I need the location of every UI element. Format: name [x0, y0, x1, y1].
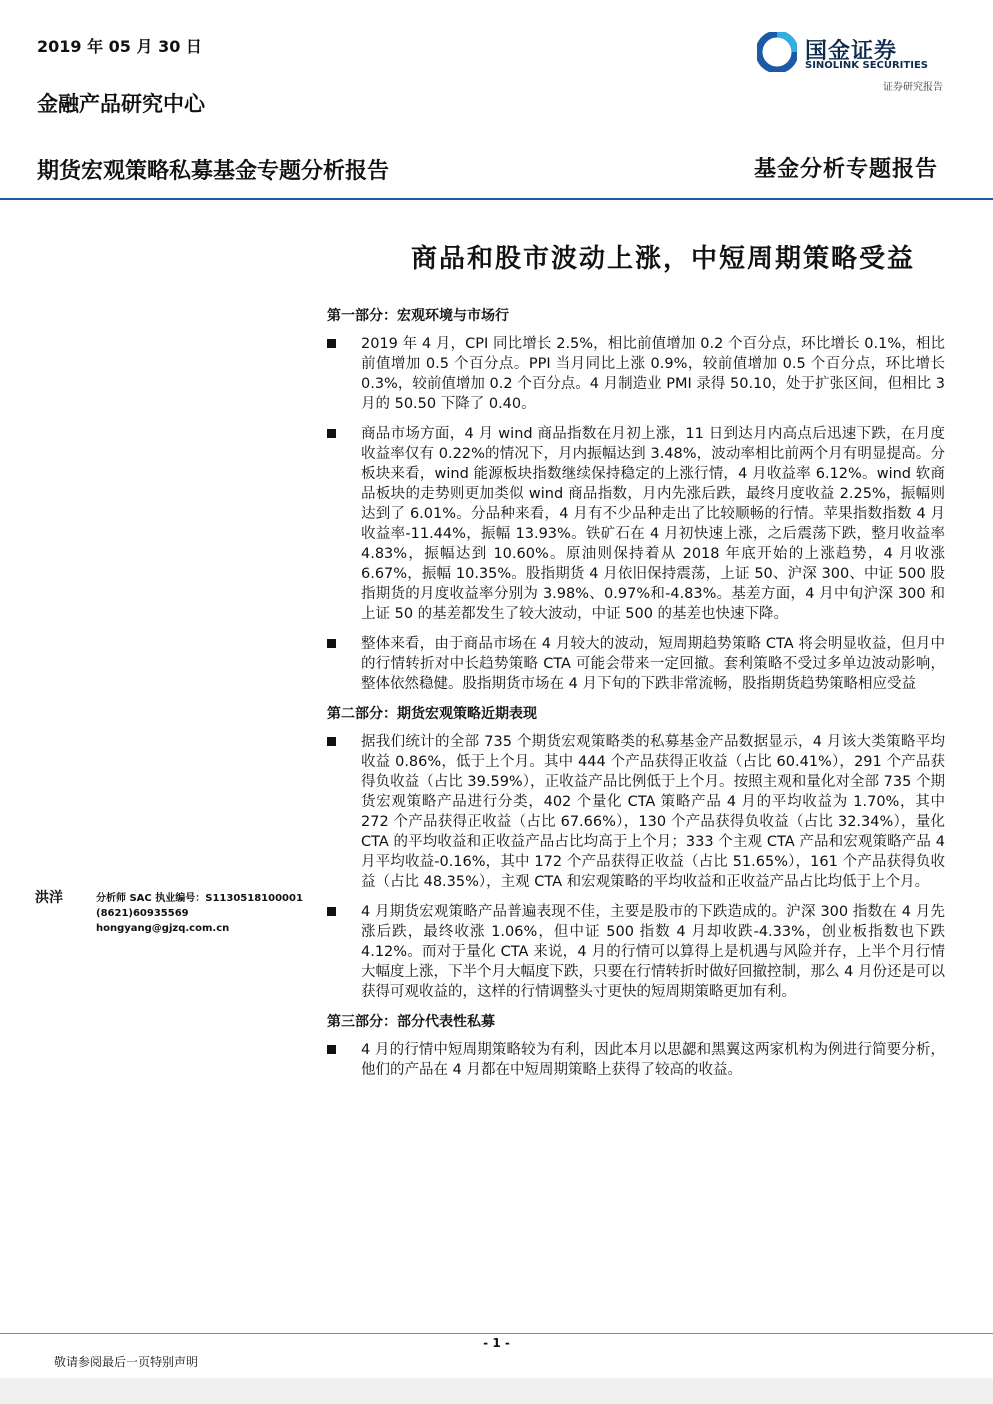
report-date: 2019 年 05 月 30 日	[37, 37, 202, 56]
section-title: 第二部分：期货宏观策略近期表现	[327, 706, 537, 722]
list-item	[327, 424, 945, 624]
analyst-phone: (8621)60935569	[96, 908, 189, 919]
research-center-name: 金融产品研究中心	[37, 91, 205, 116]
headline: 商品和股市波动上涨，中短周期策略受益	[410, 244, 915, 274]
paragraph: 商品市场方面，4 月 wind 商品指数在月初上涨，11 日到达月内高点后迅速下跌，在月度收益率仅有 0.22%的情况下，月内振幅达到 3.48%，波动率相比前两个月有明显提高。分板块来看，wind 能源板块指数继续保持稳定的上涨行情，4 月收益率 6.12%。wind 软商品板块的走势则更加类似 wind 商品指数，月内先涨后跌，最终月度收益 2.25%，振幅则达到了 6.01%。分品种来看，4 月有不少品种走出了比较顺畅的行情。苹果指数指数 4 月收益率-11.44%，振幅 13.93%。铁矿石在 4 月初快速上涨，之后震荡下跌，整月收益率 4.83%，振幅达到 10.60%。原油则保持着从 2018 年底开始的上涨趋势，4 月收涨 6.67%，振幅 10.35%。股指期货 4 月依旧保持震荡，上证 50、沪深 300、中证 500 股指期货的月度收益率分别为 3.98%、0.97%和-4.83%。基差方面，4 月中旬沪深 300 和上证 50 的基差都发生了较大波动，中证 500 的基差也快速下降。	[361, 426, 945, 622]
list-item	[327, 634, 945, 694]
bottom-band	[0, 1378, 993, 1404]
bullet-icon	[327, 1045, 336, 1054]
report-type: 基金分析专题报告	[753, 156, 938, 182]
disclaimer-note: 敬请参阅最后一页特别声明	[54, 1355, 199, 1369]
analyst-name: 洪洋	[35, 890, 63, 906]
section-title: 第一部分：宏观环境与市场行	[327, 308, 509, 324]
header-divider	[0, 198, 993, 200]
report-body	[327, 306, 945, 1090]
report-title: 期货宏观策略私募基金专题分析报告	[37, 159, 390, 184]
logo-subtitle: 证券研究报告	[883, 82, 943, 93]
paragraph: 2019 年 4 月，CPI 同比增长 2.5%，相比前值增加 0.2 个百分点，环比增长 0.1%，相比前值增加 0.5 个百分点。PPI 当月同比上涨 0.9%，较前值增加 0.5 个百分点，环比增长 0.3%，较前值增加 0.2 个百分点。4 月制造业 PMI 录得 50.10，处于扩张区间，但相比 3 月的 50.50 下降了 0.40。	[361, 336, 945, 412]
footer-divider	[0, 1333, 993, 1334]
paragraph: 整体来看，由于商品市场在 4 月较大的波动，短周期趋势策略 CTA 将会明显收益，但月中的行情转折对中长趋势策略 CTA 可能会带来一定回撤。套利策略不受过多单边波动影响，整体依然稳健。股指期货市场在 4 月下旬的下跌非常流畅，股指期货趋势策略相应受益	[361, 636, 945, 692]
bullet-icon	[327, 907, 336, 916]
bullet-icon	[327, 339, 336, 348]
logo-chinese-name: 国金证券	[805, 39, 898, 64]
list-item	[327, 732, 945, 892]
analyst-email[interactable]: hongyang@gjzq.com.cn	[96, 923, 230, 934]
analyst-certification: 分析师 SAC 执业编号：S1130518100001	[96, 893, 303, 904]
bullet-icon	[327, 737, 336, 746]
page-number: - 1 -	[483, 1336, 510, 1350]
list-item	[327, 902, 945, 1002]
list-item	[327, 334, 945, 414]
logo-english-name: SINOLINK SECURITIES	[805, 60, 928, 71]
paragraph: 据我们统计的全部 735 个期货宏观策略类的私募基金产品数据显示，4 月该大类策略平均收益 0.86%，低于上个月。其中 444 个产品获得正收益（占比 60.41%），291 个产品获得负收益（占比 39.59%），正收益产品比例低于上个月。按照主观和量化对全部 735 个期货宏观策略产品进行分类，402 个量化 CTA 策略产品 4 月的平均收益为 1.70%，其中 272 个产品获得正收益（占比 67.66%），130 个产品获得负收益（占比 32.34%），量化 CTA 的平均收益和正收益产品占比均高于上个月；333 个主观 CTA 产品和宏观策略产品 4 月平均收益-0.16%，其中 172 个产品获得正收益（占比 51.65%），161 个产品获得负收益（占比 48.35%），主观 CTA 和宏观策略的平均收益和正收益产品占比均低于上个月。	[361, 734, 945, 890]
list-item	[327, 1040, 945, 1080]
paragraph: 4 月的行情中短周期策略较为有利，因此本月以思勰和黑翼这两家机构为例进行简要分析，他们的产品在 4 月都在中短周期策略上获得了较高的收益。	[361, 1042, 945, 1078]
paragraph: 4 月期货宏观策略产品普遍表现不佳，主要是股市的下跌造成的。沪深 300 指数在 4 月先涨后跌，最终收涨 1.06%，但中证 500 指数 4 月却收跌-4.33%，创业板指数也下跌 4.12%。而对于量化 CTA 来说，4 月的行情可以算得上是机遇与风险并存，上半个月行情大幅度上涨，下半个月大幅度下跌，只要在行情转折时做好回撤控制，那么 4 月份还是可以获得可观收益的，这样的行情调整头寸更快的短周期策略更加有利。	[361, 904, 945, 1000]
logo-mark-icon	[757, 32, 797, 72]
analyst-info	[96, 891, 303, 936]
bullet-icon	[327, 429, 336, 438]
company-logo	[757, 32, 947, 76]
bullet-icon	[327, 639, 336, 648]
section-title: 第三部分：部分代表性私募	[327, 1014, 495, 1030]
